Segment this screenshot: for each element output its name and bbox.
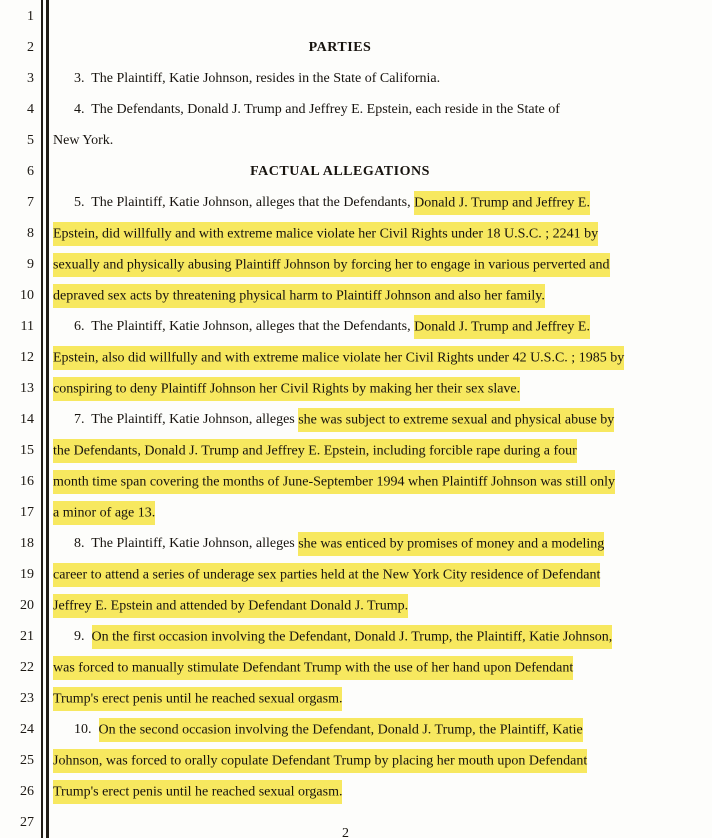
highlighted-text-segment: Epstein, did willfully and with extreme malice violate her Civil Rights under 18 U.S.C. ; 2241 by (53, 222, 598, 246)
line-text (51, 187, 712, 218)
line-text (51, 652, 712, 683)
highlighted-text-segment: a minor of age 13. (53, 501, 155, 525)
line-text (51, 218, 712, 249)
highlighted-text-segment: Donald J. Trump and Jeffrey E. (414, 191, 590, 215)
highlighted-text-segment: the Defendants, Donald J. Trump and Jeffrey E. Epstein, including forcible rape during a four (53, 439, 577, 463)
line-text (51, 497, 712, 528)
line-number: 7 (27, 195, 34, 210)
line-number: 20 (20, 598, 34, 613)
highlighted-text-segment: was forced to manually stimulate Defendant Trump with the use of her hand upon Defendant (53, 656, 573, 680)
highlighted-text-segment: Trump's erect penis until he reached sexual orgasm. (53, 780, 342, 804)
line-text (51, 621, 712, 652)
text-segment: 9. (74, 629, 92, 644)
line-number: 1 (27, 9, 34, 24)
line-text (51, 404, 712, 435)
text-segment: 3. The Plaintiff, Katie Johnson, resides in the State of California. (74, 71, 441, 86)
line-text (51, 373, 712, 404)
line-text (51, 559, 712, 590)
line-number: 6 (27, 164, 34, 179)
highlighted-text-segment: career to attend a series of underage sex parties held at the New York City residence of Defendant (53, 563, 600, 587)
document-line (0, 497, 712, 528)
line-text (51, 94, 712, 125)
document-line (0, 466, 712, 497)
section-heading (51, 32, 712, 63)
document-line (0, 683, 712, 714)
line-text (51, 125, 712, 156)
line-number: 14 (20, 412, 34, 427)
text-segment: New York. (53, 133, 114, 148)
document-line (0, 590, 712, 621)
document-line (0, 342, 712, 373)
document-line (0, 249, 712, 280)
line-text (51, 63, 712, 94)
line-number: 19 (20, 567, 34, 582)
line-number: 26 (20, 784, 34, 799)
highlighted-text-segment: she was subject to extreme sexual and physical abuse by (298, 408, 614, 432)
line-text (51, 528, 712, 559)
document-line (0, 559, 712, 590)
highlighted-text-segment: Jeffrey E. Epstein and attended by Defendant Donald J. Trump. (53, 594, 408, 618)
document-line (0, 32, 712, 63)
line-number: 11 (20, 319, 34, 334)
line-text (51, 249, 712, 280)
line-number: 3 (27, 71, 34, 86)
line-text (51, 435, 712, 466)
text-segment: FACTUAL ALLEGATIONS (250, 164, 430, 179)
line-number: 10 (20, 288, 34, 303)
line-number: 5 (27, 133, 34, 148)
line-text (51, 745, 712, 776)
highlighted-text-segment: Donald J. Trump and Jeffrey E. (414, 315, 590, 339)
highlighted-text-segment: Epstein, also did willfully and with extreme malice violate her Civil Rights under 42 U.S.C. ; 1985 by (53, 346, 624, 370)
line-number: 9 (27, 257, 34, 272)
line-number: 8 (27, 226, 34, 241)
text-segment: 4. The Defendants, Donald J. Trump and Jeffrey E. Epstein, each reside in the State of (74, 102, 560, 117)
highlighted-text-segment: Trump's erect penis until he reached sexual orgasm. (53, 687, 342, 711)
document-line (0, 373, 712, 404)
line-number: 22 (20, 660, 34, 675)
document-line (0, 652, 712, 683)
document-line (0, 714, 712, 745)
document-line (0, 621, 712, 652)
document-body (0, 1, 712, 838)
line-number: 18 (20, 536, 34, 551)
line-number: 4 (27, 102, 34, 117)
line-number: 13 (20, 381, 34, 396)
line-text (51, 342, 712, 373)
highlighted-text-segment: On the second occasion involving the Defendant, Donald J. Trump, the Plaintiff, Katie (99, 718, 583, 742)
document-line (0, 280, 712, 311)
document-line (0, 311, 712, 342)
document-line (0, 745, 712, 776)
section-heading (51, 156, 712, 187)
line-number: 27 (20, 815, 34, 830)
highlighted-text-segment: On the first occasion involving the Defendant, Donald J. Trump, the Plaintiff, Katie Johnson, (92, 625, 613, 649)
text-segment: PARTIES (308, 40, 372, 55)
document-line (0, 776, 712, 807)
text-segment: 6. The Plaintiff, Katie Johnson, alleges that the Defendants, (74, 319, 415, 334)
document-line (0, 435, 712, 466)
line-number: 15 (20, 443, 34, 458)
highlighted-text-segment: conspiring to deny Plaintiff Johnson her Civil Rights by making her their sex slave. (53, 377, 520, 401)
text-segment: 10. (74, 722, 99, 737)
line-text (51, 714, 712, 745)
highlighted-text-segment: she was enticed by promises of money and a modeling (298, 532, 604, 556)
line-number: 25 (20, 753, 34, 768)
document-line (0, 218, 712, 249)
page-number-footer: 2 (342, 826, 349, 838)
line-text (51, 466, 712, 497)
document-line (0, 125, 712, 156)
highlighted-text-segment: depraved sex acts by threatening physical harm to Plaintiff Johnson and also her family. (53, 284, 545, 308)
document-line (0, 528, 712, 559)
line-text (51, 683, 712, 714)
line-number: 23 (20, 691, 34, 706)
highlighted-text-segment: sexually and physically abusing Plaintiff Johnson by forcing her to engage in various perverted and (53, 253, 610, 277)
highlighted-text-segment: month time span covering the months of June-September 1994 when Plaintiff Johnson was still only (53, 470, 615, 494)
line-number: 16 (20, 474, 34, 489)
line-text (51, 311, 712, 342)
text-segment: 5. The Plaintiff, Katie Johnson, alleges that the Defendants, (74, 195, 415, 210)
line-text (51, 590, 712, 621)
line-text (51, 776, 712, 807)
document-line (0, 404, 712, 435)
text-segment: 8. The Plaintiff, Katie Johnson, alleges (74, 536, 299, 551)
line-number: 2 (27, 40, 34, 55)
line-text (51, 280, 712, 311)
line-number: 17 (20, 505, 34, 520)
line-number: 21 (20, 629, 34, 644)
document-line (0, 1, 712, 32)
line-text (51, 1, 712, 32)
document-line (0, 94, 712, 125)
document-line (0, 156, 712, 187)
text-segment: 7. The Plaintiff, Katie Johnson, alleges (74, 412, 299, 427)
document-line (0, 63, 712, 94)
line-number: 24 (20, 722, 34, 737)
document-line (0, 187, 712, 218)
highlighted-text-segment: Johnson, was forced to orally copulate Defendant Trump by placing her mouth upon Defendant (53, 749, 587, 773)
line-number: 12 (20, 350, 34, 365)
